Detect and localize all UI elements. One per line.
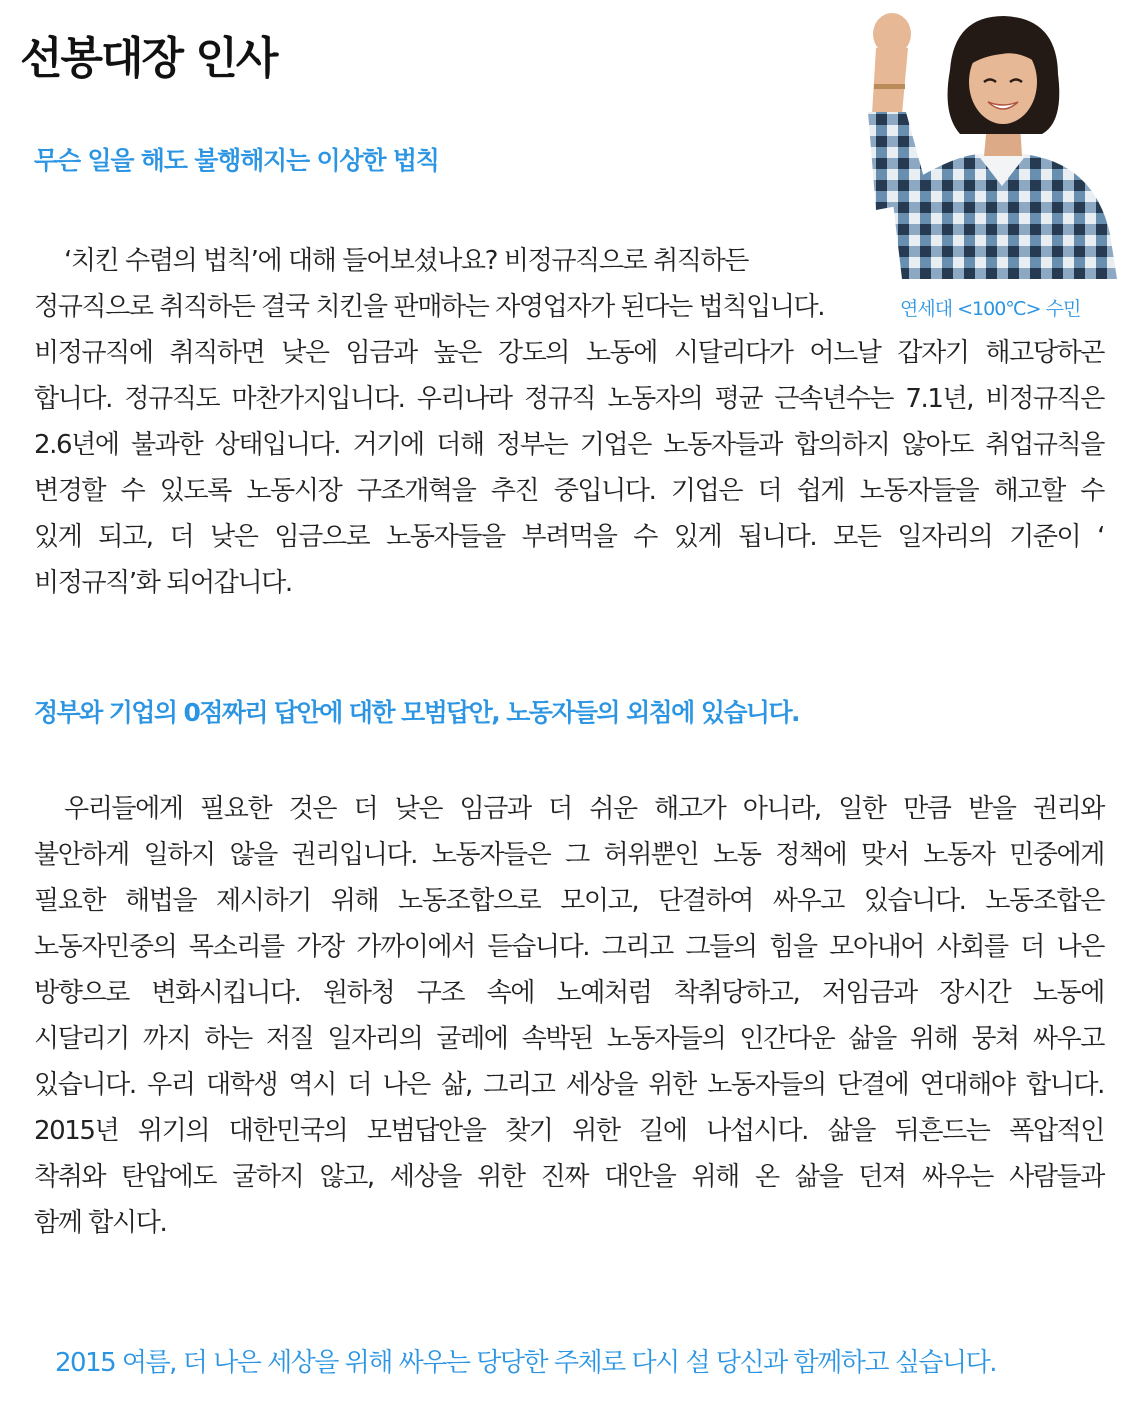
- paragraph-line: 정규직으로 취직하든 결국 치킨을 판매하는 자영업자가 된다는 법칙입니다.: [34, 292, 825, 322]
- section-heading-2: 정부와 기업의 0점짜리 답안에 대한 모범답안, 노동자들의 외침에 있습니다.: [34, 698, 799, 727]
- paragraph-line: 비정규직’화 되어갑니다.: [34, 568, 292, 598]
- paragraph-line: 비정규직에 취직하면 낮은 임금과 높은 강도의 노동에 시달리다가 어느날 갑자기 해고당하곤: [34, 338, 1104, 368]
- paragraph-line: 불안하게 일하지 않을 권리입니다. 노동자들은 그 허위뿐인 노동 정책에 맞서 노동자 민중에게: [34, 840, 1104, 870]
- paragraph-line: 우리들에게 필요한 것은 더 낮은 임금과 더 쉬운 해고가 아니라, 일한 만큼 받을 권리와: [64, 794, 1104, 824]
- paragraph-2: [34, 786, 1104, 1246]
- paragraph-line: 합니다. 정규직도 마찬가지입니다. 우리나라 정규직 노동자의 평균 근속년수는 7.1년, 비정규직은: [34, 384, 1104, 414]
- section-heading-1: 무슨 일을 해도 불행해지는 이상한 법칙: [34, 146, 439, 175]
- page-title: 선봉대장 인사: [20, 33, 277, 84]
- paragraph-line: 노동자민중의 목소리를 가장 가까이에서 듣습니다. 그리고 그들의 힘을 모아내어 사회를 더 나은: [34, 932, 1104, 962]
- closing-message: 2015 여름, 더 나은 세상을 위해 싸우는 당당한 주체로 다시 설 당신과 함께하고 싶습니다.: [55, 1348, 996, 1378]
- paragraph-line: 있게 되고, 더 낮은 임금으로 노동자들을 부려먹을 수 있게 됩니다. 모든 일자리의 기준이 ‘: [34, 522, 1104, 552]
- paragraph-line: 2015년 위기의 대한민국의 모범답안을 찾기 위한 길에 나섭시다. 삶을 뒤흔드는 폭압적인: [34, 1116, 1104, 1146]
- paragraph-line: 함께 합시다.: [34, 1208, 167, 1238]
- paragraph-line: 착취와 탄압에도 굴하지 않고, 세상을 위한 진짜 대안을 위해 온 삶을 던져 싸우는 사람들과: [34, 1162, 1104, 1192]
- photo-caption: 연세대 <100℃> 수민: [900, 298, 1081, 320]
- paragraph-line: 2.6년에 불과한 상태입니다. 거기에 더해 정부는 기업은 노동자들과 합의하지 않아도 취업규칙을: [34, 430, 1104, 460]
- paragraph-line: ‘치킨 수렴의 법칙’에 대해 들어보셨나요? 비정규직으로 취직하든: [64, 246, 748, 276]
- paragraph-line: 방향으로 변화시킵니다. 원하청 구조 속에 노예처럼 착취당하고, 저임금과 장시간 노동에: [34, 978, 1104, 1008]
- paragraph-line: 필요한 해법을 제시하기 위해 노동조합으로 모이고, 단결하여 싸우고 있습니다. 노동조합은: [34, 886, 1104, 916]
- paragraph-line: 시달리기 까지 하는 저질 일자리의 굴레에 속박된 노동자들의 인간다운 삶을 위해 뭉쳐 싸우고: [34, 1024, 1104, 1054]
- paragraph-line: 변경할 수 있도록 노동시장 구조개혁을 추진 중입니다. 기업은 더 쉽게 노동자들을 해고할 수: [34, 476, 1104, 506]
- paragraph-line: 있습니다. 우리 대학생 역시 더 나은 삶, 그리고 세상을 위한 노동자들의 단결에 연대해야 합니다.: [34, 1070, 1104, 1100]
